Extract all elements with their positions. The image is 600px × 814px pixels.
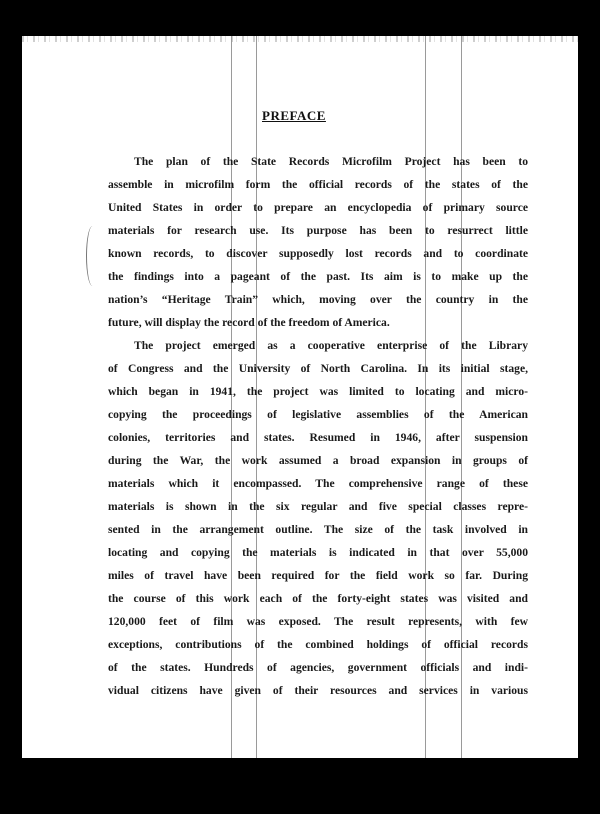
text-line: exceptions, contributions of the combined holdings of official records xyxy=(108,638,528,651)
margin-bracket-mark xyxy=(86,226,99,286)
text-line: future, will display the record of the freedom of America. xyxy=(108,316,390,329)
text-line: the findings into a pageant of the past. Its aim is to make up the xyxy=(108,270,528,283)
text-line: assemble in microfilm form the official records of the states of the xyxy=(108,178,528,191)
text-line: materials is shown in the six regular and five special classes repre- xyxy=(108,500,528,513)
text-line: of the states. Hundreds of agencies, government officials and indi- xyxy=(108,661,528,674)
text-line: vidual citizens have given of their resources and services in various xyxy=(108,684,528,697)
text-line: colonies, territories and states. Resumed in 1946, after suspension xyxy=(108,431,528,444)
document-page xyxy=(22,36,578,758)
text-line: sented in the arrangement outline. The size of the task involved in xyxy=(108,523,528,536)
page-title: PREFACE xyxy=(262,108,326,123)
text-line: which began in 1941, the project was limited to locating and micro- xyxy=(108,385,528,398)
text-line: of Congress and the University of North Carolina. In its initial stage, xyxy=(108,362,528,375)
text-line: miles of travel have been required for the field work so far. During xyxy=(108,569,528,582)
text-line: copying the proceedings of legislative assemblies of the American xyxy=(108,408,528,421)
text-line: The plan of the State Records Microfilm Project has been to xyxy=(134,155,528,168)
text-line: The project emerged as a cooperative enterprise of the Library xyxy=(134,339,528,352)
text-line: materials which it encompassed. The comprehensive range of these xyxy=(108,477,528,490)
text-line: 120,000 feet of film was exposed. The result represents, with few xyxy=(108,615,528,628)
text-line: nation’s “Heritage Train” which, moving over the country in the xyxy=(108,293,528,306)
body-text xyxy=(108,150,528,702)
text-line: locating and copying the materials is indicated in that over 55,000 xyxy=(108,546,528,559)
text-line: materials for research use. Its purpose has been to resurrect little xyxy=(108,224,528,237)
text-line: known records, to discover supposedly lost records and to coordinate xyxy=(108,247,528,260)
scan-noise-strip xyxy=(22,36,578,42)
text-line: United States in order to prepare an encyclopedia of primary source xyxy=(108,201,528,214)
text-line: the course of this work each of the forty-eight states was visited and xyxy=(108,592,528,605)
text-line: during the War, the work assumed a broad expansion in groups of xyxy=(108,454,528,467)
